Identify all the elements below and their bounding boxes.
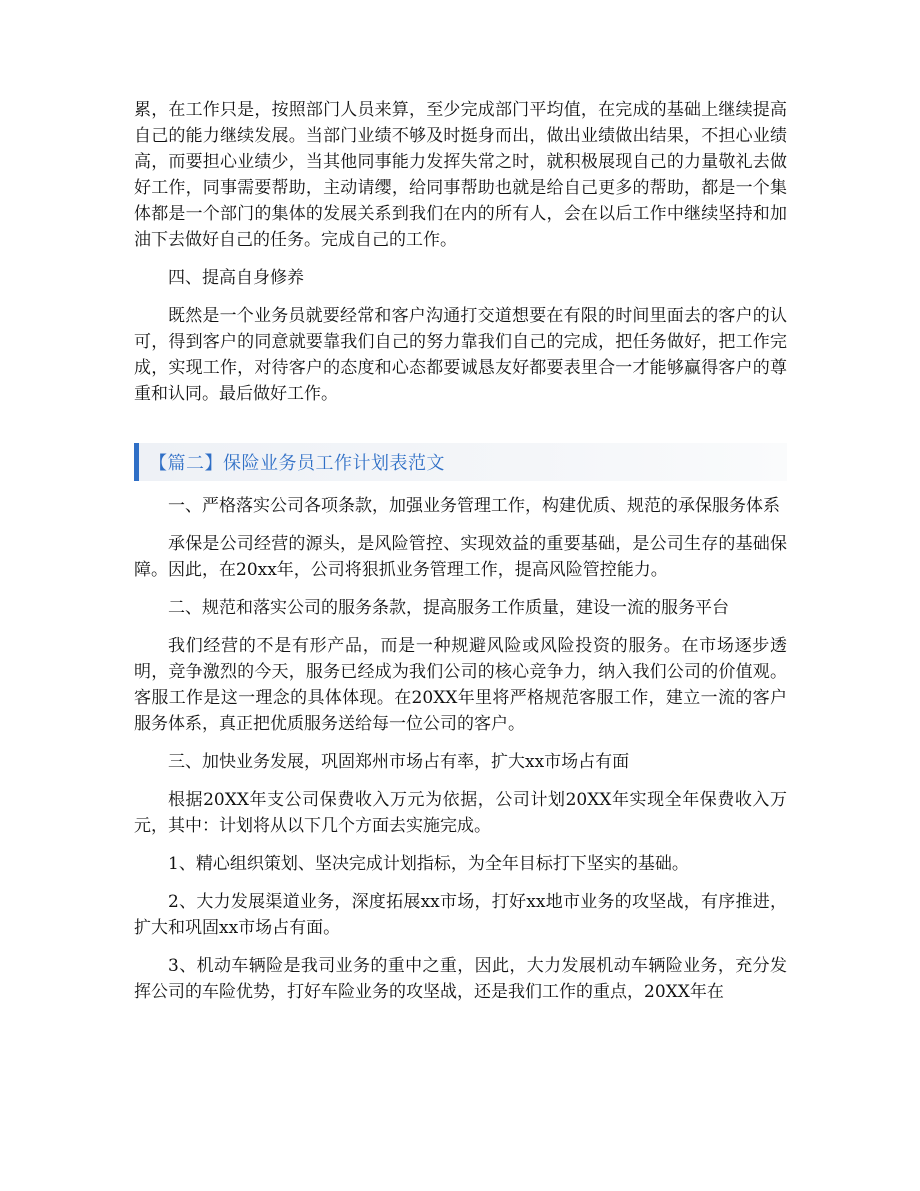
section-title-bar — [134, 443, 787, 481]
section-title: 【篇二】保险业务员工作计划表范文 — [149, 453, 445, 474]
item3-body: 根据20XX年支公司保费收入万元为依据，公司计划20XX年实现全年保费收入万元，其中：计划将从以下几个方面去实施完成。 — [134, 790, 787, 836]
sub-item-2: 2、大力发展渠道业务，深度拓展xx市场，打好xx地市业务的攻坚战，有序推进，扩大和巩固xx市场占有面。 — [134, 892, 787, 938]
item1-body: 承保是公司经营的源头，是风险管控、实现效益的重要基础，是公司生存的基础保障。因此，在20xx年，公司将狠抓业务管理工作，提高风险管控能力。 — [134, 534, 787, 580]
item2-title: 二、规范和落实公司的服务条款，提高服务工作质量，建设一流的服务平台 — [168, 598, 729, 618]
heading-improve-self: 四、提高自身修养 — [168, 268, 304, 288]
item3-title: 三、加快业务发展，巩固郑州市场占有率，扩大xx市场占有面 — [168, 752, 630, 772]
item2-body: 我们经营的不是有形产品，而是一种规避风险或风险投资的服务。在市场逐步透明，竞争激烈的今天，服务已经成为我们公司的核心竞争力，纳入我们公司的价值观。客服工作是这一理念的具体体现。在20XX年里将严格规范客服工作，建立一流的客户服务体系，真正把优质服务送给每一位公司的客户。 — [134, 636, 787, 734]
item1-title: 一、严格落实公司各项条款，加强业务管理工作，构建优质、规范的承保服务体系 — [168, 496, 780, 516]
continued-section — [134, 97, 787, 253]
sub-item-1: 1、精心组织策划、坚决完成计划指标，为全年目标打下坚实的基础。 — [168, 854, 689, 874]
document-page — [134, 97, 787, 1005]
paragraph-continued: 累，在工作只是，按照部门人员来算，至少完成部门平均值，在完成的基础上继续提高自己的能力继续发展。当部门业绩不够及时挺身而出，做出业绩做出结果，不担心业绩高，而要担心业绩少，当其他同事能力发挥失常之时，就积极展现自己的力量敬礼去做好工作，同事需要帮助，主动请缨，给同事帮助也就是给自己更多的帮助，都是一个集体都是一个部门的集体的发展关系到我们在内的所有人，会在以后工作中继续坚持和加油下去做好自己的任务。完成自己的工作。 — [134, 100, 787, 250]
paragraph-self-cultivation: 既然是一个业务员就要经常和客户沟通打交道想要在有限的时间里面去的客户的认可，得到客户的同意就要靠我们自己的努力靠我们自己的完成，把任务做好，把工作完成，实现工作，对待客户的态度和心态都要诚恳友好都要表里合一才能够赢得客户的尊重和认同。最后做好工作。 — [134, 306, 787, 404]
sub-item-3: 3、机动车辆险是我司业务的重中之重，因此，大力发展机动车辆险业务，充分发挥公司的车险优势，打好车险业务的攻坚战，还是我们工作的重点，20XX年在 — [134, 956, 787, 1002]
